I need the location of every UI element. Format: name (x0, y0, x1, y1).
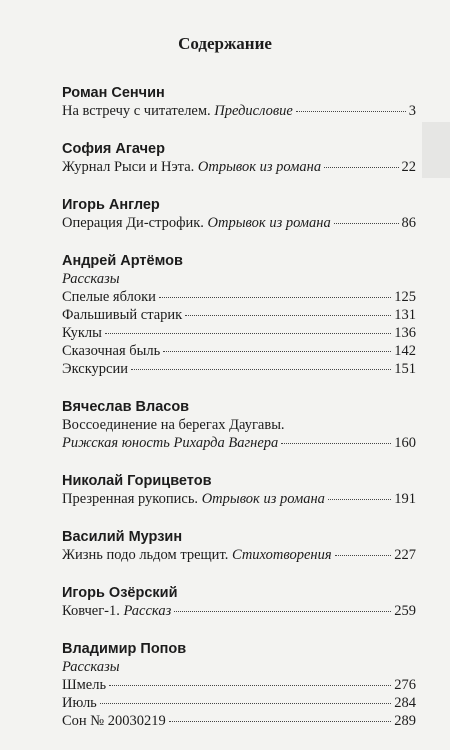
page-number: 142 (394, 343, 416, 359)
entry-title-text: Куклы (62, 325, 102, 341)
page-number: 289 (394, 713, 416, 729)
author-name: Роман Сенчин (62, 85, 165, 101)
author-name: Николай Горицветов (62, 473, 212, 489)
entry-title-text: Презренная рукопись. (62, 491, 199, 507)
dot-leader (100, 703, 391, 704)
toc-entry[interactable] (62, 712, 416, 730)
toc-entry[interactable] (62, 694, 416, 712)
entry-genre: Стихотворения (231, 547, 332, 563)
author-name: Андрей Артёмов (62, 253, 183, 269)
entry-title (62, 602, 171, 620)
dot-leader (335, 555, 392, 556)
toc-entry[interactable] (62, 434, 416, 452)
toc-entry[interactable] (62, 102, 416, 120)
page-number: 284 (394, 695, 416, 711)
toc-entry[interactable] (62, 546, 416, 564)
entry-title (62, 360, 128, 378)
page-number: 259 (394, 603, 416, 619)
toc-entry[interactable] (62, 288, 416, 306)
table-of-contents (62, 84, 416, 750)
dot-leader (281, 443, 391, 444)
entry-title-text: Сон № 20030219 (62, 713, 166, 729)
toc-section (62, 640, 416, 730)
page-number: 151 (394, 361, 416, 377)
author-name: Игорь Озёрский (62, 585, 178, 601)
entry-title (62, 158, 321, 176)
dot-leader (334, 223, 399, 224)
dot-leader (328, 499, 391, 500)
page-number: 3 (408, 103, 416, 119)
entry-title-text: Июль (62, 695, 97, 711)
entry-title-text: Журнал Рыси и Нэта. (62, 159, 195, 175)
author-name: Игорь Англер (62, 197, 160, 213)
dot-leader (169, 721, 391, 722)
entry-genre: Отрывок из романа (197, 159, 322, 175)
toc-entry[interactable] (62, 306, 416, 324)
entry-title (62, 214, 331, 232)
toc-entry[interactable] (62, 602, 416, 620)
toc-section (62, 528, 416, 564)
dot-leader (109, 685, 391, 686)
entry-title (62, 490, 325, 508)
entry-genre: Рижская юность Рихарда Вагнера (62, 435, 279, 451)
entry-genre: Отрывок из романа (201, 491, 325, 507)
entry-title (62, 712, 166, 730)
page-number: 86 (401, 215, 416, 231)
page-number: 160 (394, 435, 416, 451)
toc-section (62, 140, 416, 176)
entry-genre: Рассказ (123, 603, 172, 619)
entry-title-text: На встречу с читателем. (62, 103, 211, 119)
toc-section (62, 196, 416, 232)
dot-leader (163, 351, 391, 352)
toc-entry[interactable] (62, 490, 416, 508)
page-title: Содержание (178, 34, 272, 53)
dot-leader (131, 369, 391, 370)
entry-title-text: Жизнь подо льдом трещит. (62, 547, 229, 563)
dot-leader (185, 315, 391, 316)
dot-leader (105, 333, 391, 334)
page-number: 276 (394, 677, 416, 693)
entry-title-text: Ковчег-1. (62, 603, 120, 619)
toc-entry[interactable] (62, 158, 416, 176)
section-subtitle: Рассказы (62, 271, 120, 287)
entry-title-line: Воссоединение на берегах Даугавы. (62, 417, 285, 433)
dot-leader (296, 111, 406, 112)
toc-section (62, 84, 416, 120)
page-number: 131 (394, 307, 416, 323)
toc-entry[interactable] (62, 342, 416, 360)
toc-section (62, 584, 416, 620)
entry-title-text: Экскурсии (62, 361, 128, 377)
toc-entry[interactable] (62, 214, 416, 232)
entry-title (62, 676, 106, 694)
dot-leader (324, 167, 398, 168)
entry-title-text: Шмель (62, 677, 107, 693)
entry-title (62, 434, 278, 452)
entry-genre: Предисловие (214, 103, 293, 119)
section-subtitle: Рассказы (62, 659, 120, 675)
page-number: 22 (401, 159, 416, 175)
toc-section (62, 252, 416, 378)
dot-leader (174, 611, 391, 612)
entry-title (62, 342, 160, 360)
author-name: Владимир Попов (62, 641, 187, 657)
toc-section (62, 398, 416, 452)
page-edge-shadow (422, 122, 450, 178)
toc-entry[interactable] (62, 360, 416, 378)
dot-leader (159, 297, 391, 298)
entry-genre: Отрывок из романа (207, 215, 331, 231)
entry-title (62, 324, 102, 342)
author-name: София Агачер (62, 141, 165, 157)
entry-title (62, 694, 97, 712)
toc-entry[interactable] (62, 676, 416, 694)
page-number: 227 (394, 547, 416, 563)
toc-entry[interactable] (62, 324, 416, 342)
toc-section (62, 472, 416, 508)
author-name: Вячеслав Власов (62, 399, 190, 415)
entry-title (62, 102, 293, 120)
entry-title (62, 306, 182, 324)
page-number: 191 (394, 491, 416, 507)
entry-title-text: Операция Ди-строфик. (62, 215, 204, 231)
entry-title-text: Фальшивый старик (62, 307, 183, 323)
entry-title-text: Спелые яблоки (62, 289, 156, 305)
page-number: 125 (394, 289, 416, 305)
author-name: Василий Мурзин (62, 529, 183, 545)
entry-title (62, 546, 332, 564)
page-number: 136 (394, 325, 416, 341)
entry-title-text: Сказочная быль (62, 343, 161, 359)
entry-title (62, 288, 156, 306)
